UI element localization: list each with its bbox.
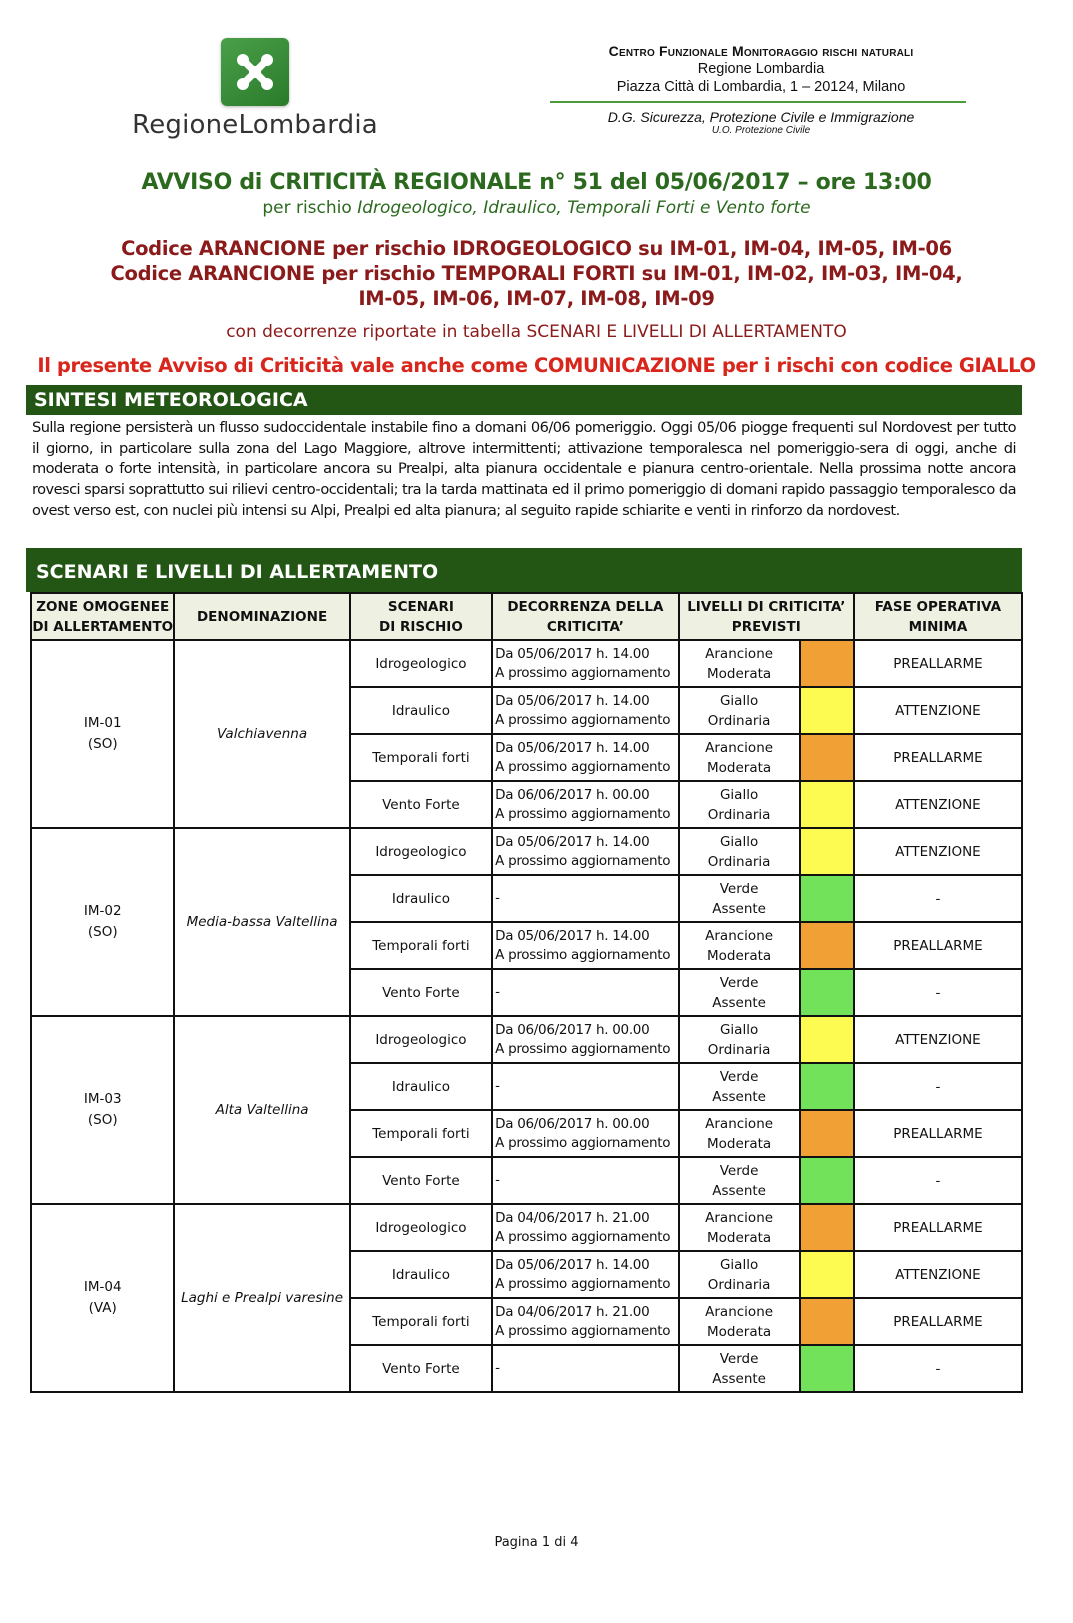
code-line: Codice ARANCIONE per rischio IDROGEOLOGICO su IM-01, IM-04, IM-05, IM-06 [121,237,952,260]
level-cell [679,875,800,922]
level-name: Ordinaria [707,806,771,823]
subtitle-prefix: per rischio [262,198,358,218]
subtitle-risks: Idrogeologico, Idraulico, Temporali Forti e Vento forte [357,198,811,218]
decorrenza-cell: Da 06/06/2017 h. 00.00 A prossimo aggiornamento [492,1016,679,1063]
code-line: IM-05, IM-06, IM-07, IM-08, IM-09 [358,287,715,310]
level-cell [679,1110,800,1157]
level-swatch [800,922,854,969]
sintesi-text: Sulla regione persisterà un flusso sudoccidentale instabile fino a domani 06/06 pomeriggio. Oggi 05/06 piogge frequenti sul Nordovest per tutto il giorno, in particolare sulla zona del Lago Maggiore, altrove intermittenti; attivazione temporalesca nel pomeriggio-sera di oggi, anche di moderata o forte intensità, in particolare ancora su Prealpi, alta pianura occidentale e pianura centro-orientale. Nella prossima notte ancora rovesci sparsi soprattutto sui rilievi centro-occidentali; tra la tarda mattinata ed il primo pomeriggio di domani rapido passaggio temporalesco da ovest verso est, con nuclei più intensi su Alpi, Prealpi ed alta pianura; al seguito rapide schiarite e venti in rinforzo da nordovest. [32,419,1016,519]
scenari-table [30,592,1023,1393]
fase-cell: PREALLARME [854,922,1022,969]
level-name: Moderata [707,1229,772,1246]
decorrenza-cell: - [492,1345,679,1392]
scenario-cell: Idraulico [350,1251,492,1298]
zone-province: (SO) [87,1112,118,1128]
level-cell [679,828,800,875]
scenario-cell: Vento Forte [350,781,492,828]
organization-header [556,43,966,136]
level-cell [679,1204,800,1251]
zone-cell [31,640,174,828]
level-color-name: Arancione [705,1115,774,1132]
logo-rosa-camuna-icon [221,38,289,106]
scenario-cell: Idraulico [350,687,492,734]
decorrenza-cell: Da 06/06/2017 h. 00.00 A prossimo aggiornamento [492,781,679,828]
level-cell [679,734,800,781]
level-name: Assente [712,1182,766,1199]
zone-code: IM-03 [83,1091,122,1107]
level-name: Moderata [707,1323,772,1340]
decorrenze-note: con decorrenze riportate in tabella SCENARI E LIVELLI DI ALLERTAMENTO [226,322,847,342]
scenario-cell: Temporali forti [350,922,492,969]
zone-province: (SO) [87,736,118,752]
decorrenza-cell: Da 05/06/2017 h. 14.00 A prossimo aggiornamento [492,1251,679,1298]
decorrenza-cell: Da 05/06/2017 h. 14.00 A prossimo aggiornamento [492,640,679,687]
level-swatch [800,1251,854,1298]
level-cell [679,640,800,687]
level-cell [679,1157,800,1204]
level-color-name: Arancione [705,1303,774,1320]
level-color-name: Verde [719,1162,759,1179]
level-cell [679,1345,800,1392]
code-line: Codice ARANCIONE per rischio TEMPORALI FORTI su IM-01, IM-02, IM-03, IM-04, [110,262,963,285]
level-swatch [800,781,854,828]
decorrenza-cell: Da 04/06/2017 h. 21.00 A prossimo aggiornamento [492,1204,679,1251]
level-color-name: Arancione [705,1209,774,1226]
scenario-cell: Idrogeologico [350,640,492,687]
logo-wordmark: RegioneLombardia [132,110,378,140]
org-uo: U.O. Protezione Civile [711,125,811,136]
level-swatch [800,1345,854,1392]
decorrenza-cell: Da 06/06/2017 h. 00.00 A prossimo aggiornamento [492,1110,679,1157]
level-color-name: Giallo [719,786,759,803]
col-decorrenza: DECORRENZA DELLA CRITICITA’ [492,593,679,640]
level-cell [679,687,800,734]
scenario-cell: Vento Forte [350,1157,492,1204]
level-name: Ordinaria [707,853,771,870]
zone-code: IM-02 [83,903,122,919]
level-cell [679,969,800,1016]
decorrenza-cell: Da 04/06/2017 h. 21.00 A prossimo aggiornamento [492,1298,679,1345]
scenario-cell: Temporali forti [350,1298,492,1345]
decorrenza-cell: Da 05/06/2017 h. 14.00 A prossimo aggiornamento [492,828,679,875]
notice-title: AVVISO di CRITICITÀ REGIONALE n° 51 del 05/06/2017 – ore 13:00 [141,170,932,195]
level-cell [679,1251,800,1298]
level-name: Moderata [707,1135,772,1152]
table-row [31,828,1022,875]
sintesi-heading: SINTESI METEOROLOGICA [26,385,1022,415]
fase-cell: ATTENZIONE [854,687,1022,734]
level-color-name: Verde [719,880,759,897]
fase-cell: PREALLARME [854,640,1022,687]
page-number: Pagina 1 di 4 [494,1535,579,1550]
level-name: Moderata [707,665,772,682]
decorrenza-cell: - [492,875,679,922]
scenario-cell: Idrogeologico [350,828,492,875]
fase-cell: PREALLARME [854,1204,1022,1251]
decorrenza-cell: - [492,1063,679,1110]
notice-subtitle [0,198,1073,218]
scenario-cell: Idrogeologico [350,1204,492,1251]
header-divider [550,101,966,103]
level-name: Moderata [707,759,772,776]
level-color-name: Verde [719,974,759,991]
level-cell [679,1063,800,1110]
fase-cell: ATTENZIONE [854,1251,1022,1298]
col-scenari: SCENARI DI RISCHIO [350,593,492,640]
zone-province: (SO) [87,924,118,940]
org-address: Piazza Città di Lombardia, 1 – 20124, Milano [616,79,906,95]
fase-cell: - [854,1345,1022,1392]
level-swatch [800,828,854,875]
col-livelli: LIVELLI DI CRITICITA’ PREVISTI [679,593,854,640]
fase-cell: - [854,875,1022,922]
zone-name: Media-bassa Valtellina [174,828,349,1016]
scenario-cell: Vento Forte [350,969,492,1016]
level-color-name: Giallo [719,1021,759,1038]
scenario-cell: Temporali forti [350,1110,492,1157]
decorrenza-cell: - [492,1157,679,1204]
zone-name: Alta Valtellina [174,1016,349,1204]
level-swatch [800,640,854,687]
zone-province: (VA) [88,1300,117,1316]
level-swatch [800,687,854,734]
level-swatch [800,734,854,781]
fase-cell: ATTENZIONE [854,1016,1022,1063]
level-name: Ordinaria [707,1276,771,1293]
level-name: Assente [712,1088,766,1105]
level-color-name: Arancione [705,927,774,944]
regione-lombardia-logo [110,38,400,140]
table-row [31,640,1022,687]
fase-cell: - [854,1157,1022,1204]
scenario-cell: Temporali forti [350,734,492,781]
scenario-cell: Vento Forte [350,1345,492,1392]
scenario-cell: Idraulico [350,875,492,922]
level-swatch [800,1016,854,1063]
zone-cell [31,828,174,1016]
table-header-row [31,593,1022,640]
level-name: Ordinaria [707,712,771,729]
level-swatch [800,969,854,1016]
decorrenza-cell: Da 05/06/2017 h. 14.00 A prossimo aggiornamento [492,922,679,969]
communication-note: Il presente Avviso di Criticità vale anche come COMUNICAZIONE per i rischi con codice GIALLO [37,354,1036,377]
level-color-name: Giallo [719,692,759,709]
level-swatch [800,1298,854,1345]
fase-cell: ATTENZIONE [854,781,1022,828]
level-cell [679,1016,800,1063]
level-name: Moderata [707,947,772,964]
zone-name: Laghi e Prealpi varesine [174,1204,349,1392]
fase-cell: ATTENZIONE [854,828,1022,875]
col-zone: ZONE OMOGENEE DI ALLERTAMENTO [31,593,174,640]
scenari-heading: SCENARI E LIVELLI DI ALLERTAMENTO [26,548,1022,592]
scenario-cell: Idrogeologico [350,1016,492,1063]
level-swatch [800,1204,854,1251]
org-dg: D.G. Sicurezza, Protezione Civile e Immigrazione [607,109,915,125]
fase-cell: - [854,969,1022,1016]
decorrenza-cell: Da 05/06/2017 h. 14.00 A prossimo aggiornamento [492,734,679,781]
col-fase: FASE OPERATIVA MINIMA [854,593,1022,640]
fase-cell: - [854,1063,1022,1110]
scenario-cell: Idraulico [350,1063,492,1110]
decorrenza-cell: Da 05/06/2017 h. 14.00 A prossimo aggiornamento [492,687,679,734]
level-swatch [800,875,854,922]
level-swatch [800,1063,854,1110]
level-color-name: Arancione [705,645,774,662]
fase-cell: PREALLARME [854,1298,1022,1345]
level-color-name: Giallo [719,833,759,850]
level-color-name: Arancione [705,739,774,756]
table-row [31,1016,1022,1063]
level-cell [679,922,800,969]
zone-cell [31,1016,174,1204]
decorrenza-cell: - [492,969,679,1016]
fase-cell: PREALLARME [854,734,1022,781]
level-color-name: Giallo [719,1256,759,1273]
zone-cell [31,1204,174,1392]
zone-code: IM-04 [83,1279,122,1295]
level-cell [679,781,800,828]
zone-name: Valchiavenna [174,640,349,828]
level-color-name: Verde [719,1068,759,1085]
col-denominazione: DENOMINAZIONE [174,593,349,640]
level-name: Assente [712,1370,766,1387]
level-swatch [800,1157,854,1204]
org-region: Regione Lombardia [697,61,825,77]
zone-code: IM-01 [83,715,122,731]
level-swatch [800,1110,854,1157]
table-row [31,1204,1022,1251]
level-name: Assente [712,900,766,917]
alert-codes [0,236,1073,311]
level-name: Ordinaria [707,1041,771,1058]
level-cell [679,1298,800,1345]
fase-cell: PREALLARME [854,1110,1022,1157]
level-name: Assente [712,994,766,1011]
level-color-name: Verde [719,1350,759,1367]
org-title: Centro Funzionale Monitoraggio rischi naturali [608,43,914,59]
